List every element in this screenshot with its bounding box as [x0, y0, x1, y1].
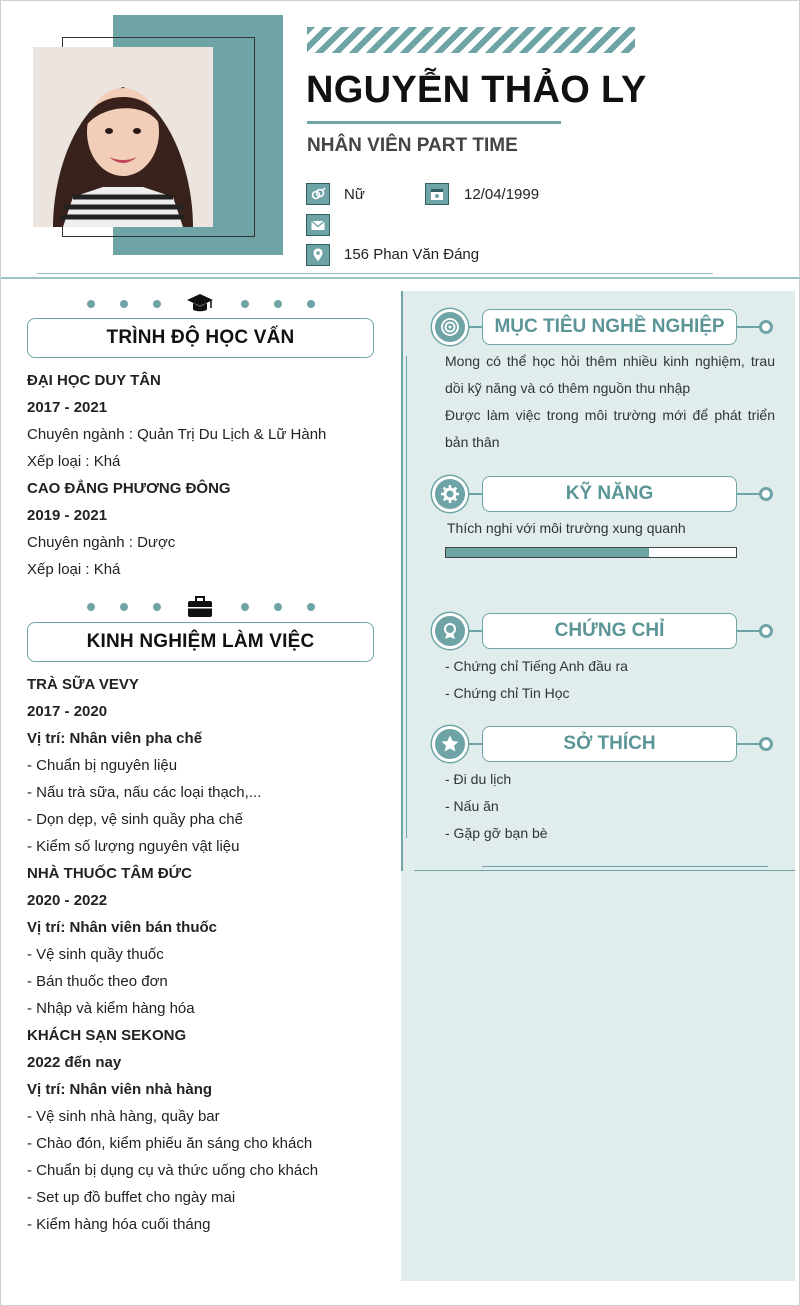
- address-value: 156 Phan Văn Đáng: [344, 246, 480, 263]
- location-icon: [306, 244, 330, 266]
- objective-paragraph-2: Được làm việc trong môi trường mới để phát triển bản thân: [445, 407, 775, 450]
- education-line: Chuyên ngành : Dược: [27, 534, 176, 551]
- hobby-item: - Nấu ăn: [445, 798, 499, 814]
- calendar-icon: [425, 183, 449, 205]
- experience-line: - Kiểm số lượng nguyên vật liệu: [27, 838, 240, 855]
- star-icon: [432, 726, 468, 762]
- education-line: Xếp loại : Khá: [27, 453, 121, 470]
- experience-dots-divider: [27, 594, 373, 620]
- experience-line: NHÀ THUỐC TÂM ĐỨC: [27, 865, 192, 882]
- briefcase-icon: [185, 594, 215, 620]
- experience-line: KHÁCH SẠN SEKONG: [27, 1027, 187, 1044]
- gear-icon: [432, 476, 468, 512]
- experience-line: - Chuẩn bị dụng cụ và thức uống cho khách: [27, 1162, 319, 1179]
- experience-heading: KINH NGHIỆM LÀM VIỆC: [27, 622, 374, 662]
- experience-line: Vị trí: Nhân viên pha chế: [27, 730, 203, 747]
- education-line: CAO ĐẲNG PHƯƠNG ĐÔNG: [27, 480, 231, 497]
- skill-name: Thích nghi với môi trường xung quanh: [447, 520, 686, 536]
- experience-line: 2017 - 2020: [27, 703, 108, 720]
- hobbies-heading: SỞ THÍCH: [482, 726, 737, 762]
- hobby-item: - Đi du lịch: [445, 771, 512, 787]
- hobby-item: - Gặp gỡ bạn bè: [445, 825, 548, 841]
- experience-line: 2022 đến nay: [27, 1054, 122, 1071]
- target-icon: [432, 309, 468, 345]
- certificate-item: - Chứng chỉ Tin Học: [445, 685, 570, 701]
- skill-level-bar: [445, 547, 737, 558]
- experience-line: - Bán thuốc theo đơn: [27, 973, 168, 990]
- experience-line: - Dọn dẹp, vệ sinh quầy pha chế: [27, 811, 243, 828]
- experience-line: - Chuẩn bị nguyên liệu: [27, 757, 178, 774]
- email-icon: [306, 214, 330, 236]
- right-column-vline: [406, 356, 407, 838]
- name-underline: [307, 121, 561, 124]
- certificate-item: - Chứng chỉ Tiếng Anh đầu ra: [445, 658, 628, 674]
- dob-value: 12/04/1999: [464, 186, 540, 203]
- experience-line: Vị trí: Nhân viên bán thuốc: [27, 919, 218, 936]
- gender-value: Nữ: [344, 186, 365, 203]
- header-stripes: [307, 27, 635, 53]
- right-column-border: [401, 291, 403, 871]
- education-line: 2019 - 2021: [27, 507, 108, 524]
- experience-line: - Chào đón, kiểm phiếu ăn sáng cho khách: [27, 1135, 313, 1152]
- experience-line: 2020 - 2022: [27, 892, 108, 909]
- header-divider: [1, 277, 800, 279]
- experience-line: - Vệ sinh quầy thuốc: [27, 946, 164, 963]
- experience-line: - Kiểm hàng hóa cuối tháng: [27, 1216, 211, 1233]
- objective-heading: MỤC TIÊU NGHỀ NGHIỆP: [482, 309, 737, 345]
- profile-photo: [33, 47, 213, 227]
- experience-line: - Nhập và kiểm hàng hóa: [27, 1000, 195, 1017]
- graduation-cap-icon: [185, 291, 215, 317]
- full-name: NGUYỄN THẢO LY: [306, 69, 647, 111]
- experience-line: - Vệ sinh nhà hàng, quầy bar: [27, 1108, 220, 1125]
- certificates-heading: CHỨNG CHỈ: [482, 613, 737, 649]
- objective-paragraph-1: Mong có thể học hỏi thêm nhiều kinh nghiệm, trau dồi kỹ năng và có thêm nguồn thu nhập: [445, 353, 775, 396]
- skill-level-fill: [446, 548, 649, 557]
- education-dots-divider: [27, 291, 373, 317]
- award-icon: [432, 613, 468, 649]
- header-divider-thin: [37, 273, 713, 274]
- experience-line: - Nấu trà sữa, nấu các loại thạch,...: [27, 784, 262, 801]
- education-line: Xếp loại : Khá: [27, 561, 121, 578]
- education-line: 2017 - 2021: [27, 399, 108, 416]
- education-line: ĐẠI HỌC DUY TÂN: [27, 372, 161, 389]
- skills-heading: KỸ NĂNG: [482, 476, 737, 512]
- education-heading: TRÌNH ĐỘ HỌC VẤN: [27, 318, 374, 358]
- right-column-end-rule: [482, 866, 768, 867]
- gender-icon: [306, 183, 330, 205]
- experience-line: Vị trí: Nhân viên nhà hàng: [27, 1081, 213, 1098]
- education-line: Chuyên ngành : Quản Trị Du Lịch & Lữ Hành: [27, 426, 327, 443]
- job-title: NHÂN VIÊN PART TIME: [307, 135, 518, 156]
- experience-line: TRÀ SỮA VEVY: [27, 676, 139, 693]
- right-column-end-rule-2: [414, 870, 795, 871]
- experience-line: - Set up đồ buffet cho ngày mai: [27, 1189, 236, 1206]
